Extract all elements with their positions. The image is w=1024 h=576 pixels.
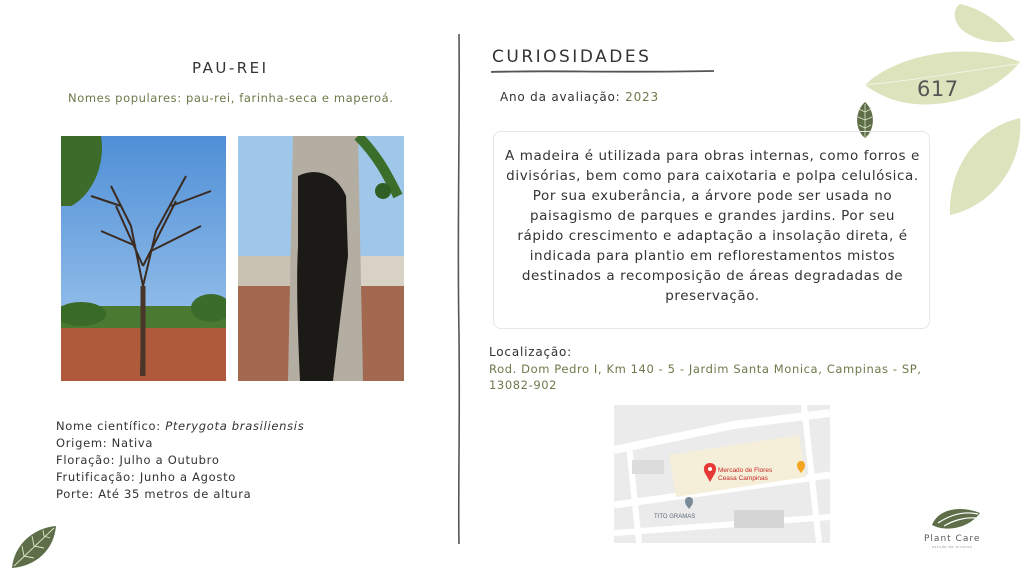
location-map[interactable] xyxy=(614,405,830,543)
scientific-name-label: Nome científico: xyxy=(56,419,166,433)
size-row: Porte: Até 35 metros de altura xyxy=(56,487,252,501)
map-place-line2: Ceasa Campinas xyxy=(718,475,768,482)
leaf-decoration-bottom-left xyxy=(8,520,60,572)
scientific-name-value: Pterygota brasiliensis xyxy=(165,419,305,433)
description-text: A madeira é utilizada para obras internas, como forros e divisórias, bem como para caixotaria e polpa celulósica. Por sua exuberância, a árvore pode ser usada no paisagismo de parques e grandes jardins. Por seu rápido crescimento e adaptação a insolação direta, é indicada para plantio em reflorestamentos mistos destinados a recomposição de áreas degradadas de preservação. xyxy=(505,148,920,304)
logo-tagline: estudo de arvores xyxy=(932,545,973,549)
location-address: Rod. Dom Pedro I, Km 140 - 5 - Jardim Santa Monica, Campinas - SP, 13082-902 xyxy=(489,362,922,392)
species-facts xyxy=(56,418,304,503)
plant-care-logo-icon xyxy=(930,503,982,533)
fruiting-row: Frutificação: Junho a Agosto xyxy=(56,470,237,484)
map-place-line1: Mercado de Flores xyxy=(718,467,773,474)
scientific-name-row xyxy=(56,418,304,435)
evaluation-year xyxy=(500,90,659,104)
flowering-row: Floração: Julho a Outubro xyxy=(56,453,220,467)
map-secondary-place: TITO GRAMAS xyxy=(654,514,696,520)
title-underline xyxy=(490,68,715,76)
curiosities-title: CURIOSIDADES xyxy=(492,47,652,67)
location-label: Localização: xyxy=(489,345,573,359)
logo-name: Plant Care xyxy=(924,534,981,544)
species-number: 617 xyxy=(917,77,959,101)
tree-photo xyxy=(61,136,226,381)
popular-names: Nomes populares: pau-rei, farinha-seca e maperoá. xyxy=(68,91,394,105)
species-title: PAU-REI xyxy=(192,59,269,77)
origin-row: Origem: Nativa xyxy=(56,436,154,450)
vertical-divider xyxy=(455,34,463,544)
trunk-photo xyxy=(238,136,404,381)
year-label: Ano da avaliação: xyxy=(500,90,626,104)
year-value: 2023 xyxy=(625,90,659,104)
